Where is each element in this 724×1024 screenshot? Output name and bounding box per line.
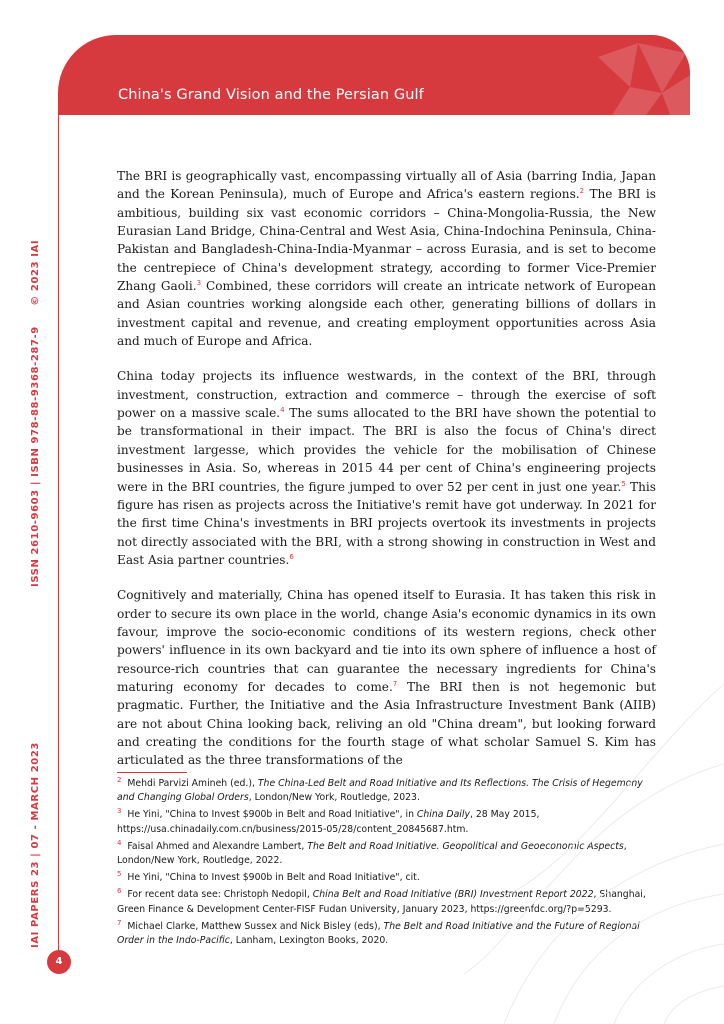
footnote-text: He Yini, "China to Invest $900b in Belt and Road Initiative", in	[127, 809, 417, 821]
footnote-number: 3	[117, 807, 122, 816]
footnote-number: 4	[117, 838, 122, 847]
footnote-ref[interactable]: 4	[280, 406, 285, 415]
footnote-number: 6	[117, 887, 122, 896]
footnote-text: He Yini, "China to Invest $900b in Belt and Road Initiative", cit.	[127, 872, 420, 884]
iai-logo-icon	[590, 35, 690, 115]
footnote-text: For recent data see: Christoph Nedopil,	[127, 889, 313, 901]
footnote-text: Faisal Ahmed and Alexandre Lambert,	[127, 840, 308, 852]
footnote-ref[interactable]: 6	[289, 552, 294, 561]
paragraph-text: The BRI is geographically vast, encompassing virtually all of Asia (barring India, Japan and the Korean Peninsula), much of Europe and Africa's eastern regions.	[117, 169, 656, 202]
footnote-divider	[117, 772, 187, 773]
paragraph	[117, 167, 656, 350]
footnote-text: Mehdi Parvizi Amineh (ed.),	[127, 778, 258, 789]
footnote-text: , 28 May 2015, https://usa.chinadaily.com.cn/business/2015-05/28/content_20845687.htm.	[117, 809, 540, 835]
footnote-text: The China-Led Belt and Road Initiative and Its Reflections. The Crisis of Hegemony and Changing Global Orders	[117, 778, 643, 804]
footnote-text: , Shanghai, Green Finance & Development Center-FISF Fudan University, January 2023, https://greenfdc.org/?p=5293.	[117, 889, 646, 915]
margin-rule	[58, 108, 59, 963]
footnote-text: Michael Clarke, Matthew Sussex and Nick Bisley (eds),	[127, 920, 384, 932]
footnote-text: , London/New York, Routledge, 2023.	[248, 792, 420, 804]
footnote-text: , Lanham, Lexington Books, 2020.	[229, 935, 389, 947]
paragraph-text: China today projects its influence westwards, in the context of the BRI, through investment, construction, extraction and commerce – through the exercise of soft power on a massive scale.	[117, 369, 656, 421]
issn-info: ISSN 2610-9603 | ISBN 978-88-9368-287-9 © 2023 IAI	[30, 239, 41, 587]
paragraph-text: Cognitively and materially, China has opened itself to Eurasia. It has taken this risk in order to secure its own place in the world, change Asia's economic dynamics in its own favour, improve the socio-economic conditions of its western regions, check other powers' influence in its own backyard and tie into its own sphere of influence a host of resource-rich countries that can guarantee the necessary ingredients for China's maturing economy for decades to come.	[117, 588, 656, 694]
background-pattern-icon	[464, 504, 724, 1024]
header-banner	[58, 35, 690, 115]
footnote-ref[interactable]: 2	[579, 187, 585, 196]
footnote-text: China Belt and Road Initiative (BRI) Investment Report 2022	[312, 889, 594, 901]
footnote-ref[interactable]: 3	[196, 279, 202, 288]
footnote-number: 7	[117, 918, 122, 927]
page-number: 4	[47, 950, 71, 974]
header-title: China's Grand Vision and the Persian Gulf	[118, 87, 424, 103]
footnote-ref[interactable]: 5	[621, 479, 626, 488]
footnote-text: , London/New York, Routledge, 2022.	[117, 840, 627, 867]
paragraph-text: Combined, these corridors will create an intricate network of European and Asian countries working alongside each other, generating billions of dollars in investment capital and revenue, and creating employment opportunities across Asia and much of Europe and Africa.	[117, 279, 656, 349]
paragraph-text: This figure has risen as projects across the Initiative's remit have got underway. In 2021 for the first time China's investments in BRI projects overtook its investments in projects not directly associated with the BRI, with a strong showing in construction in West and East Asia partner countries.	[117, 479, 656, 567]
footnote-text: The Belt and Road Initiative and the Future of Regional Order in the Indo-Pacific	[117, 920, 640, 947]
footnote-number: 5	[117, 870, 122, 879]
paragraph-text: The sums allocated to the BRI have shown the potential to be transformational in their impact. The BRI is also the focus of China's direct investment largesse, which provides the vehicle for the mobilisation of Chinese businesses in Asia. So, whereas in 2015 44 per cent of China's engineering projects were in the BRI countries, the figure jumped to over 52 per cent in just one year.	[117, 406, 656, 494]
footnote-number: 2	[117, 775, 122, 784]
series-info: IAI PAPERS 23 | 07 - MARCH 2023	[30, 742, 41, 948]
footnote-ref[interactable]: 7	[392, 679, 398, 688]
footnote-text: The Belt and Road Initiative. Geopolitical and Geoeconomic Aspects	[307, 840, 624, 852]
footnote-text: China Daily	[416, 809, 470, 821]
paragraph-text: The BRI is ambitious, building six vast economic corridors – China-Mongolia-Russia, the New Eurasian Land Bridge, China-Central and West Asia, China-Indochina Peninsula, China-Pakistan and Bangladesh-China-India-Myanmar – across Eurasia, and is set to become the centrepiece of China's development strategy, according to former Vice-Premier Zhang Gaoli.	[117, 187, 656, 294]
paragraph-text: The BRI then is not hegemonic but pragmatic. Further, the Initiative and the Asia Infrastructure Investment Bank (AIIB) are not about China looking back, reliving an old "China dream", but looking forward and creating the conditions for the fourth stage of what scholar Samuel S. Kim has articulated as the three transformations of the	[117, 679, 656, 768]
